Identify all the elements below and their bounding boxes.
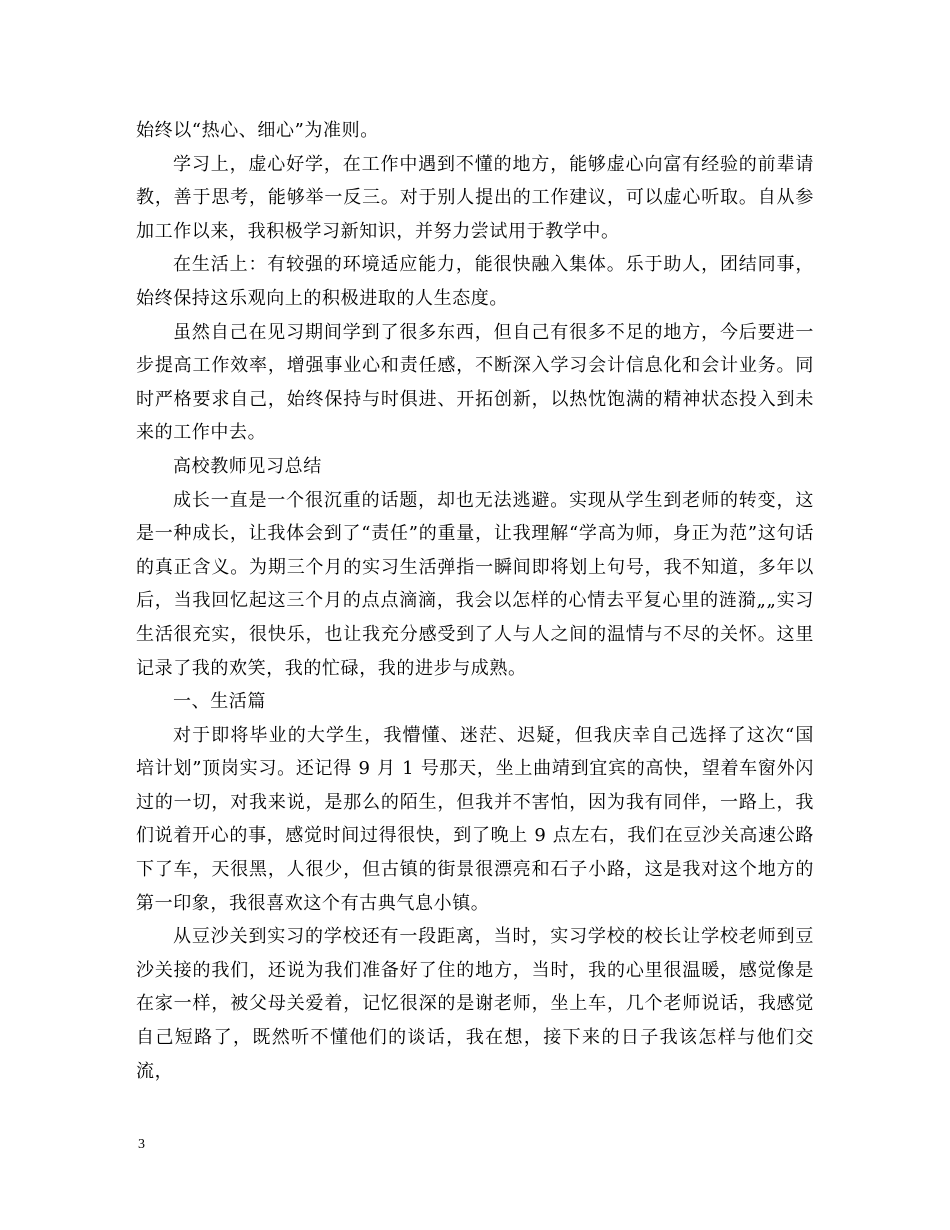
paragraph: 从豆沙关到实习的学校还有一段距离，当时，实习学校的校长让学校老师到豆沙关接的我们，还说为我们准备好了住的地方，当时，我的心里很温暖，感觉像是在家一样，被父母关爱着，记忆很深的是谢老师，坐上车，几个老师说话，我感觉自己短路了，既然听不懂他们的谈话，我在想，接下来的日子我该怎样与他们交流，	[136, 926, 814, 1082]
paragraph: 在生活上：有较强的环境适应能力，能很快融入集体。乐于助人，团结同事，始终保持这乐观向上的积极进取的人生态度。	[136, 254, 814, 309]
page-number: 3	[138, 1137, 145, 1152]
paragraph: 对于即将毕业的大学生，我懵懂、迷茫、迟疑，但我庆幸自己选择了这次“国培计划”顶岗实习。还记得 9 月 1 号那天，坐上曲靖到宜宾的高快，望着车窗外闪过的一切，对我来说，是那么的陌生，但我并不害怕，因为我有同伴，一路上，我们说着开心的事，感觉时间过得很快，到了晚上 9 点左右，我们在豆沙关高速公路下了车，天很黑，人很少，但古镇的街景很漂亮和石子小路，这是我对这个地方的第一印象，我很喜欢这个有古典气息小镇。	[136, 724, 814, 914]
body-text	[136, 114, 814, 1088]
paragraph: 学习上，虚心好学，在工作中遇到不懂的地方，能够虚心向富有经验的前辈请教，善于思考，能够举一反三。对于别人提出的工作建议，可以虚心听取。自从参加工作以来，我积极学习新知识，并努力尝试用于教学中。	[136, 153, 814, 242]
paragraph: 始终以“热心、细心”为准则。	[136, 120, 379, 141]
section-heading: 高校教师见习总结	[173, 455, 322, 477]
paragraph: 虽然自己在见习期间学到了很多东西，但自己有很多不足的地方，今后要进一步提高工作效率，增强事业心和责任感，不断深入学习会计信息化和会计业务。同时严格要求自己，始终保持与时俱进、开拓创新，以热忱饱满的精神状态投入到未来的工作中去。	[136, 321, 814, 444]
paragraph: 成长一直是一个很沉重的话题，却也无法逃避。实现从学生到老师的转变，这是一种成长，让我体会到了“责任”的重量，让我理解“学高为师，身正为范”这句话的真正含义。为期三个月的实习生活弹指一瞬间即将划上句号，我不知道，多年以后，当我回忆起这三个月的点点滴滴，我会以怎样的心情去平复心里的涟漪„„实习生活很充实，很快乐，也让我充分感受到了人与人之间的温情与不尽的关怀。这里记录了我的欢笑，我的忙碌，我的进步与成熟。	[136, 489, 814, 679]
section-heading: 一、生活篇	[173, 691, 266, 713]
